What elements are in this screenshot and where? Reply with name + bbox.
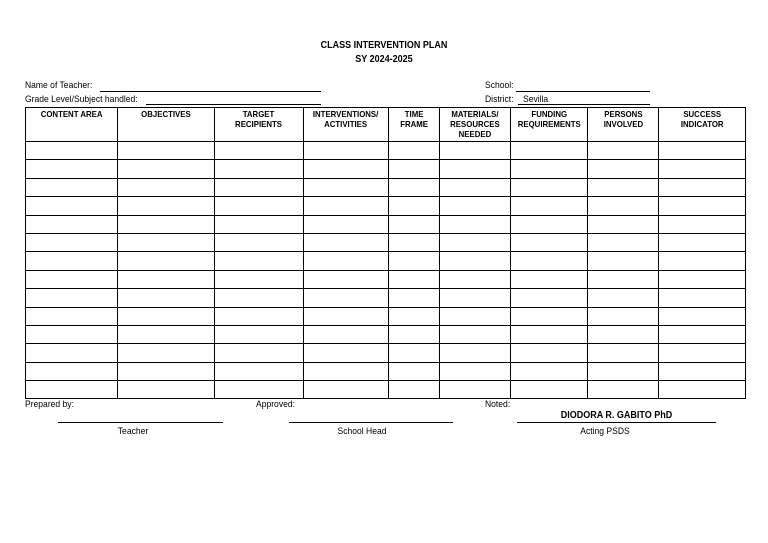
- table-cell[interactable]: [215, 142, 304, 160]
- teacher-name-label: Name of Teacher:: [25, 80, 93, 91]
- table-cell[interactable]: [511, 142, 588, 160]
- table-cell[interactable]: [511, 178, 588, 196]
- intervention-table: [25, 107, 746, 399]
- table-cell[interactable]: [118, 160, 215, 178]
- psds-signature-title: Acting PSDS: [580, 426, 630, 437]
- table-cell[interactable]: [26, 142, 118, 160]
- table-cell[interactable]: [215, 178, 304, 196]
- table-row: [26, 344, 746, 362]
- table-row: [26, 160, 746, 178]
- table-cell[interactable]: [588, 160, 659, 178]
- school-label: School:: [485, 80, 514, 91]
- column-header: PERSONS INVOLVED: [588, 108, 659, 142]
- table-cell[interactable]: [511, 233, 588, 251]
- table-cell[interactable]: [118, 178, 215, 196]
- table-cell[interactable]: [511, 270, 588, 288]
- table-cell[interactable]: [215, 362, 304, 380]
- table-row: [26, 233, 746, 251]
- table-row: [26, 197, 746, 215]
- table-cell[interactable]: [511, 344, 588, 362]
- table-cell[interactable]: [304, 307, 389, 325]
- column-header: FUNDING REQUIREMENTS: [511, 108, 588, 142]
- column-header: TIME FRAME: [389, 108, 440, 142]
- table-cell[interactable]: [511, 362, 588, 380]
- table-cell[interactable]: [659, 381, 746, 399]
- school-field[interactable]: [516, 91, 650, 92]
- table-cell[interactable]: [440, 215, 511, 233]
- table-cell[interactable]: [440, 270, 511, 288]
- teacher-signature-title: Teacher: [117, 426, 149, 437]
- table-cell[interactable]: [511, 215, 588, 233]
- table-cell[interactable]: [118, 233, 215, 251]
- table-cell[interactable]: [215, 289, 304, 307]
- teacher-signature-line[interactable]: [58, 422, 223, 423]
- table-header-row: [26, 108, 746, 142]
- table-cell[interactable]: [389, 178, 440, 196]
- table-cell[interactable]: [588, 252, 659, 270]
- table-row: [26, 307, 746, 325]
- table-cell[interactable]: [511, 160, 588, 178]
- school-year: SY 2024-2025: [355, 54, 413, 65]
- table-cell[interactable]: [304, 289, 389, 307]
- table-cell[interactable]: [118, 270, 215, 288]
- table-cell[interactable]: [588, 215, 659, 233]
- table-row: [26, 178, 746, 196]
- table-cell[interactable]: [511, 197, 588, 215]
- table-cell[interactable]: [511, 252, 588, 270]
- table-cell[interactable]: [215, 325, 304, 343]
- table-cell[interactable]: [588, 381, 659, 399]
- table-cell[interactable]: [659, 197, 746, 215]
- table-cell[interactable]: [215, 215, 304, 233]
- table-cell[interactable]: [304, 197, 389, 215]
- prepared-by-label: Prepared by:: [25, 399, 74, 410]
- table-cell[interactable]: [118, 252, 215, 270]
- column-header: TARGET RECIPIENTS: [215, 108, 304, 142]
- table-cell[interactable]: [659, 233, 746, 251]
- table-cell[interactable]: [26, 160, 118, 178]
- table-cell[interactable]: [26, 215, 118, 233]
- table-cell[interactable]: [304, 233, 389, 251]
- table-cell[interactable]: [118, 344, 215, 362]
- table-cell[interactable]: [440, 142, 511, 160]
- table-cell[interactable]: [26, 270, 118, 288]
- table-cell[interactable]: [304, 215, 389, 233]
- table-cell[interactable]: [440, 344, 511, 362]
- table-cell[interactable]: [304, 362, 389, 380]
- column-header: OBJECTIVES: [118, 108, 215, 142]
- table-cell[interactable]: [588, 233, 659, 251]
- column-header: SUCCESS INDICATOR: [659, 108, 746, 142]
- table-cell[interactable]: [26, 362, 118, 380]
- table-cell[interactable]: [389, 344, 440, 362]
- table-cell[interactable]: [588, 270, 659, 288]
- table-cell[interactable]: [389, 233, 440, 251]
- psds-name: DIODORA R. GABITO PhD: [560, 410, 673, 421]
- table-cell[interactable]: [511, 289, 588, 307]
- table-cell[interactable]: [26, 307, 118, 325]
- table-cell[interactable]: [659, 215, 746, 233]
- table-cell[interactable]: [26, 178, 118, 196]
- table-cell[interactable]: [389, 325, 440, 343]
- table-cell[interactable]: [440, 325, 511, 343]
- table-cell[interactable]: [659, 178, 746, 196]
- table-cell[interactable]: [304, 142, 389, 160]
- table-cell[interactable]: [118, 197, 215, 215]
- district-label: District:: [485, 94, 514, 105]
- table-cell[interactable]: [511, 307, 588, 325]
- table-cell[interactable]: [588, 289, 659, 307]
- table-cell[interactable]: [215, 270, 304, 288]
- school-head-signature-title: School Head: [337, 426, 387, 437]
- table-cell[interactable]: [440, 307, 511, 325]
- table-cell[interactable]: [389, 381, 440, 399]
- table-row: [26, 289, 746, 307]
- school-head-signature-line[interactable]: [289, 422, 453, 423]
- column-header: MATERIALS/ RESOURCES NEEDED: [440, 108, 511, 142]
- table-cell[interactable]: [440, 252, 511, 270]
- table-cell[interactable]: [389, 289, 440, 307]
- psds-signature-line[interactable]: [517, 422, 716, 423]
- table-row: [26, 252, 746, 270]
- table-cell[interactable]: [389, 307, 440, 325]
- table-cell[interactable]: [215, 233, 304, 251]
- table-cell[interactable]: [26, 233, 118, 251]
- table-cell[interactable]: [26, 252, 118, 270]
- approved-label: Approved:: [256, 399, 295, 410]
- table-cell[interactable]: [389, 160, 440, 178]
- table-cell[interactable]: [118, 215, 215, 233]
- table-cell[interactable]: [659, 362, 746, 380]
- table-row: [26, 325, 746, 343]
- column-header: INTERVENTIONS/ ACTIVITIES: [304, 108, 389, 142]
- document-title: CLASS INTERVENTION PLAN: [320, 40, 448, 51]
- table-row: [26, 142, 746, 160]
- table-row: [26, 270, 746, 288]
- table-cell[interactable]: [659, 142, 746, 160]
- table-cell[interactable]: [588, 362, 659, 380]
- table-cell[interactable]: [659, 289, 746, 307]
- table-cell[interactable]: [440, 178, 511, 196]
- table-cell[interactable]: [389, 142, 440, 160]
- table-cell[interactable]: [26, 197, 118, 215]
- table-body: [26, 142, 746, 399]
- table-cell[interactable]: [215, 344, 304, 362]
- table-cell[interactable]: [215, 252, 304, 270]
- table-cell[interactable]: [588, 197, 659, 215]
- table-cell[interactable]: [389, 362, 440, 380]
- table-cell[interactable]: [440, 160, 511, 178]
- noted-label: Noted:: [485, 399, 511, 410]
- table-cell[interactable]: [215, 197, 304, 215]
- table-cell[interactable]: [118, 289, 215, 307]
- table-cell[interactable]: [389, 270, 440, 288]
- table-cell[interactable]: [511, 381, 588, 399]
- grade-level-label: Grade Level/Subject handled:: [25, 94, 138, 105]
- table-cell[interactable]: [511, 325, 588, 343]
- table-cell[interactable]: [26, 344, 118, 362]
- table-cell[interactable]: [215, 160, 304, 178]
- table-cell[interactable]: [118, 307, 215, 325]
- column-header: CONTENT AREA: [26, 108, 118, 142]
- table-cell[interactable]: [440, 289, 511, 307]
- table-cell[interactable]: [389, 252, 440, 270]
- table-cell[interactable]: [440, 362, 511, 380]
- table-cell[interactable]: [659, 252, 746, 270]
- table-cell[interactable]: [304, 344, 389, 362]
- table-row: [26, 381, 746, 399]
- table-cell[interactable]: [588, 178, 659, 196]
- table-cell[interactable]: [118, 362, 215, 380]
- table-cell[interactable]: [588, 344, 659, 362]
- table-cell[interactable]: [389, 197, 440, 215]
- table-cell[interactable]: [304, 325, 389, 343]
- table-cell[interactable]: [659, 160, 746, 178]
- table-cell[interactable]: [26, 325, 118, 343]
- table-row: [26, 215, 746, 233]
- table-cell[interactable]: [215, 381, 304, 399]
- table-cell[interactable]: [389, 215, 440, 233]
- table-cell[interactable]: [118, 325, 215, 343]
- table-cell[interactable]: [26, 289, 118, 307]
- table-cell[interactable]: [304, 270, 389, 288]
- grade-level-field[interactable]: [146, 104, 321, 105]
- table-cell[interactable]: [659, 270, 746, 288]
- table-cell[interactable]: [304, 178, 389, 196]
- table-cell[interactable]: [659, 325, 746, 343]
- table-cell[interactable]: [118, 142, 215, 160]
- table-cell[interactable]: [659, 307, 746, 325]
- table-cell[interactable]: [588, 325, 659, 343]
- table-cell[interactable]: [588, 307, 659, 325]
- table-cell[interactable]: [304, 160, 389, 178]
- table-cell[interactable]: [215, 307, 304, 325]
- table-cell[interactable]: [440, 197, 511, 215]
- district-value: Sevilla: [523, 94, 549, 105]
- table-row: [26, 362, 746, 380]
- teacher-name-field[interactable]: [100, 91, 321, 92]
- table-cell[interactable]: [118, 381, 215, 399]
- table-cell[interactable]: [440, 381, 511, 399]
- table-cell[interactable]: [26, 381, 118, 399]
- table-cell[interactable]: [588, 142, 659, 160]
- table-cell[interactable]: [659, 344, 746, 362]
- table-cell[interactable]: [440, 233, 511, 251]
- table-cell[interactable]: [304, 381, 389, 399]
- table-cell[interactable]: [304, 252, 389, 270]
